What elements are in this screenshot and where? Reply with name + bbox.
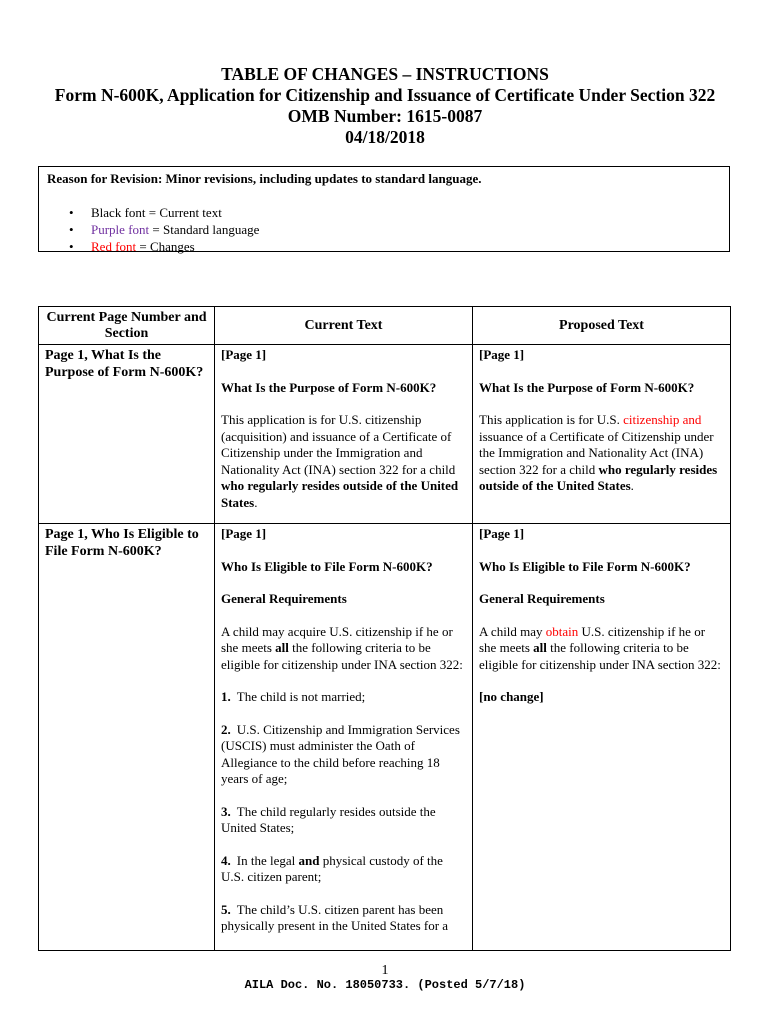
legend-item-red: • Red font = Changes: [91, 238, 259, 255]
legend-item-black: • Black font = Current text: [91, 204, 259, 221]
reason-title: Reason for Revision: Minor revisions, including updates to standard language.: [47, 171, 482, 186]
document-title: [0, 64, 770, 148]
section-cell: Page 1, Who Is Eligible to File Form N-600K?: [39, 524, 215, 951]
header-proposed-text: Proposed Text: [473, 307, 731, 345]
list-item: 1. The child is not married;: [221, 689, 366, 704]
list-item: 2. U.S. Citizenship and Immigration Services (USCIS) must administer the Oath of Allegiance to the child before reaching 18 years of age;: [221, 721, 460, 786]
current-text-cell: [Page 1] What Is the Purpose of Form N-600K? This application is for U.S. citizenship (acquisition) and issuance of a Certificate of Citizenship under the Immigration and Nationality Act (INA) section 322 for a child who regularly resides outside of the United States.: [215, 345, 473, 524]
table-row: [39, 524, 731, 951]
proposed-text-cell: [Page 1] What Is the Purpose of Form N-600K? This application is for U.S. citizenship and issuance of a Certificate of Citizenship under the Immigration and Nationality Act (INA) section 322 for a child who regularly resides outside of the United States.: [473, 345, 731, 524]
title-line-4: 04/18/2018: [345, 127, 425, 147]
title-line-3: OMB Number: 1615-0087: [287, 106, 483, 126]
list-item: 4. In the legal and physical custody of the U.S. citizen parent;: [221, 852, 443, 884]
table-header-row: [39, 307, 731, 345]
section-cell: Page 1, What Is the Purpose of Form N-600K?: [39, 345, 215, 524]
table-of-changes: [38, 306, 731, 951]
no-change-label: [no change]: [479, 689, 544, 704]
list-item: 5. The child’s U.S. citizen parent has been physically present in the United States for a: [221, 901, 449, 933]
page-number: 1: [381, 963, 389, 978]
header-section: Current Page Number and Section: [39, 307, 215, 345]
proposed-text-cell: [Page 1] Who Is Eligible to File Form N-600K? General Requirements A child may obtain U.S. citizenship if he or she meets all the following criteria to be eligible for citizenship under INA section 322: [no change]: [473, 524, 731, 951]
table-row: [39, 345, 731, 524]
legend-item-purple: • Purple font = Standard language: [91, 221, 259, 238]
current-text-cell: [Page 1] Who Is Eligible to File Form N-600K? General Requirements A child may acquire U.S. citizenship if he or she meets all the following criteria to be eligible for citizenship under INA section 322: 1. The child is not married; 2. U.S. Citizenship and Immigration Services (USCIS) must administer the Oath of Allegiance to the child before reaching 18 years of age; 3. The child regularly resides outside the United States; 4. In the legal and physical custody of the U.S. citizen parent; 5. The child’s U.S. citizen parent has been physically present in the United States for a: [215, 524, 473, 951]
list-item: 3. The child regularly resides outside the United States;: [221, 803, 436, 835]
footer-doc-ref: AILA Doc. No. 18050733. (Posted 5/7/18): [244, 978, 526, 992]
reason-for-revision-box: [38, 166, 730, 252]
title-line-2: Form N-600K, Application for Citizenship and Issuance of Certificate Under Section 322: [54, 85, 716, 105]
title-line-1: TABLE OF CHANGES – INSTRUCTIONS: [221, 64, 549, 84]
font-legend: [91, 204, 259, 255]
header-current-text: Current Text: [215, 307, 473, 345]
